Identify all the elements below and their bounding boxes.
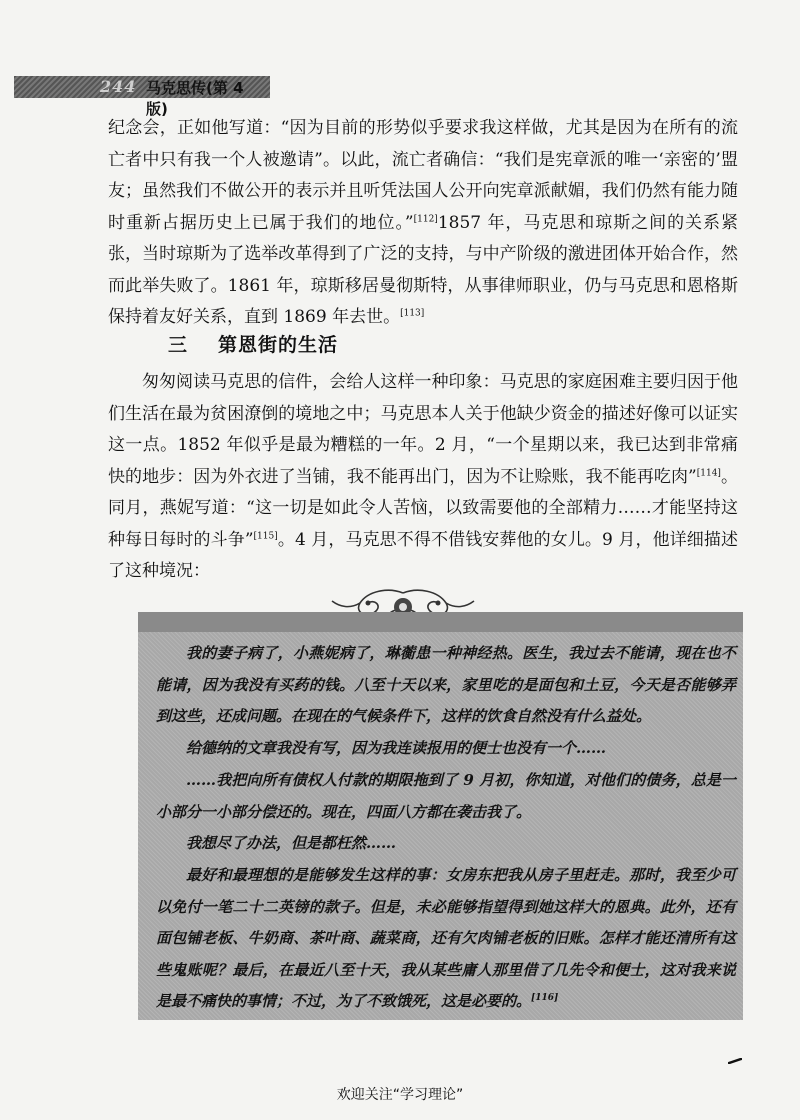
paragraph-2-text-a: 匆匆阅读马克思的信件，会给人这样一种印象：马克思的家庭困难主要归因于他们生活在最为贫困潦倒的境地之中；马克思本人关于他缺少资金的描述好像可以证实这一点。1852 年似乎是最为糟糕的一年。2 月，“一个星期以来，我已达到非常痛快的地步：因为外衣进了当铺，我不能再出门，因为不让赊账，我不能再吃肉”	[108, 372, 738, 487]
footnote-ref-115: [115]	[253, 530, 278, 541]
page-number: 244	[100, 77, 137, 96]
quote-paragraph-2: 给德纳的文章我没有写，因为我连读报用的便士也没有一个……	[186, 739, 607, 757]
pen-mark-icon	[728, 1058, 742, 1064]
quote-header-band	[138, 612, 743, 632]
footnote-ref-113: [113]	[400, 308, 425, 319]
quote-paragraph-3: ……我把向所有债权人付款的期限拖到了 9 月初，你知道，对他们的债务，总是一小部分一小部分偿还的。现在，四面八方都在袭击我了。	[156, 771, 736, 821]
paragraph-1-text-b: 1857 年，马克思和琼斯之间的关系紧张，当时琼斯为了选举改革得到了广泛的支持，与中产阶级的激进团体开始合作，然而此举失败了。1861 年，琼斯移居曼彻斯特，从事律师职业，仍与马克思和恩格斯保持着友好关系，直到 1869 年去世。	[108, 212, 738, 327]
paragraph-1	[108, 113, 738, 334]
paragraph-2-text-b: 。同月，燕妮写道：“这一切是如此令人苦恼，以致需要他的全部精力……才能坚持这种每日每时的斗争”	[108, 466, 738, 550]
running-header	[14, 76, 270, 118]
section-heading	[168, 330, 338, 357]
paragraph-2	[108, 367, 738, 588]
footnote-ref-112: [112]	[413, 213, 438, 224]
quote-paragraph-5-text: 最好和最理想的是能够发生这样的事：女房东把我从房子里赶走。那时，我至少可以免付一笔二十二英镑的款子。但是，未必能够指望得到她这样大的恩典。此外，还有面包铺老板、牛奶商、茶叶商、蔬菜商，还有欠肉铺老板的旧账。怎样才能还清所有这些鬼账呢？最后，在最近八至十天，我从某些庸人那里借了几先令和便士，这对我来说是最不痛快的事情；不过，为了不致饿死，这是必要的。	[156, 866, 736, 1010]
footnote-ref-114: [114]	[696, 467, 721, 478]
section-number: 三	[168, 334, 189, 356]
quote-paragraph-4: 我想尽了办法，但是都枉然……	[186, 834, 397, 852]
footnote-ref-116: [116]	[531, 993, 559, 1003]
quote-paragraph-1: 我的妻子病了，小燕妮病了，琳蘅患一种神经热。医生，我过去不能请，现在也不能请，因为我没有买药的钱。八至十天以来，家里吃的是面包和土豆，今天是否能够弄到这些，还成问题。在现在的气候条件下，这样的饮食自然没有什么益处。	[156, 644, 736, 725]
paragraph-2-text-c: 。4 月，马克思不得不借钱安葬他的女儿。9 月，他详细描述了这种境况：	[108, 529, 738, 581]
paragraph-1-text-a: 纪念会，正如他写道：“因为目前的形势似乎要求我这样做，尤其是因为在所有的流亡者中只有我一个人被邀请”。以此，流亡者确信：“我们是宪章派的唯一‘亲密的’盟友；虽然我们不做公开的表示并且听凭法国人公开向宪章派献媚，我们仍然有能力随时重新占据历史上已属于我们的地位。”	[108, 118, 738, 233]
footer-note: 欢迎关注“学习理论”	[336, 1087, 464, 1103]
quote-paragraph-5	[156, 860, 736, 1018]
book-title: 马克思传(第 4 版)	[146, 79, 244, 118]
section-title: 第恩街的生活	[218, 334, 339, 356]
